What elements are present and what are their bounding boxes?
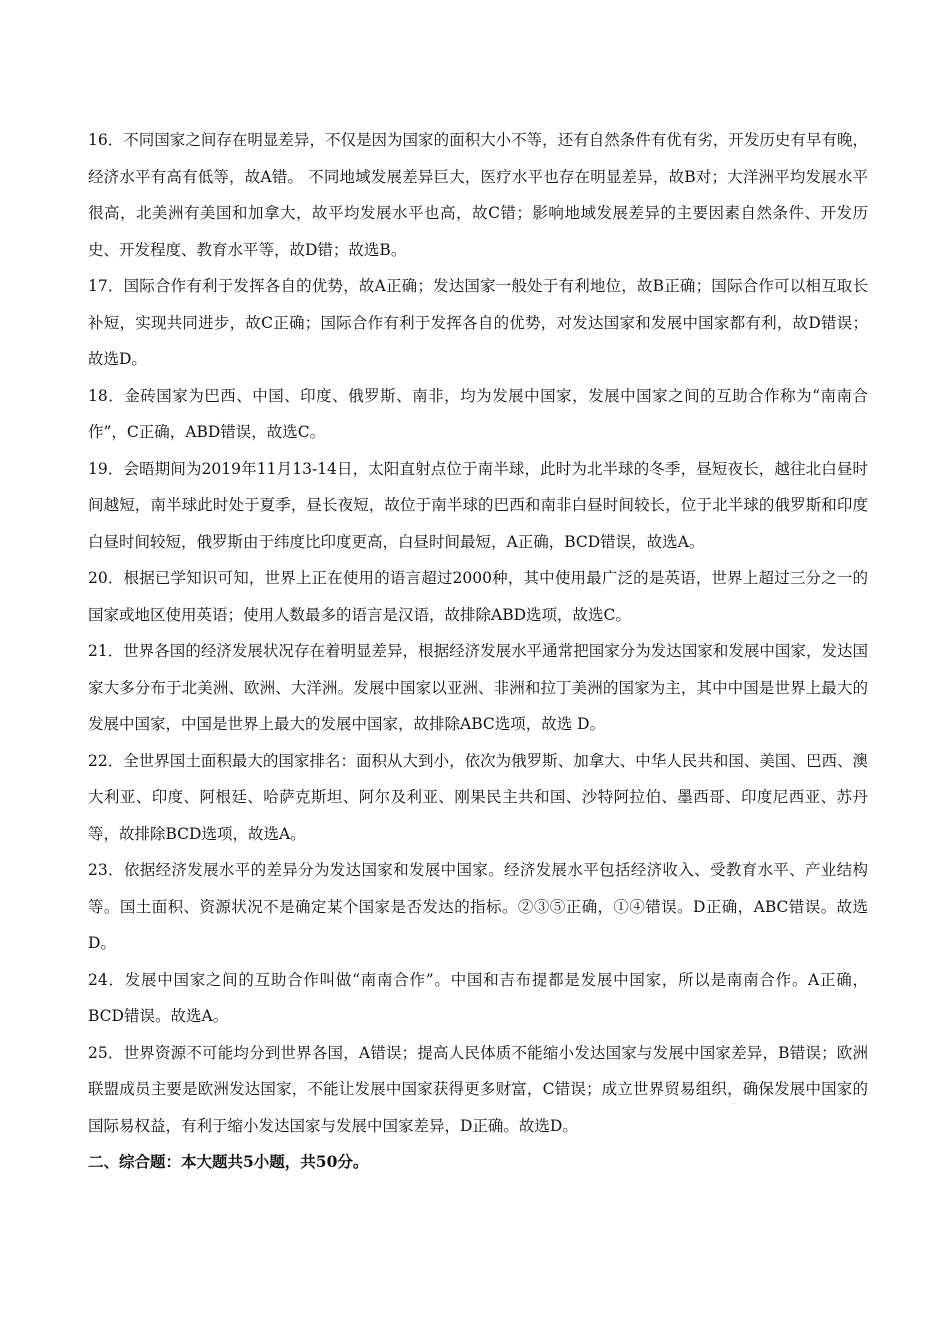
answer-25: 25．世界资源不可能均分到世界各国，A错误；提高人民体质不能缩小发达国家与发展中国家差异，B错误；欧洲联盟成员主要是欧洲发达国家，不能让发展中国家获得更多财富，C错误；成立世界贸易组织，确保发展中国家的国际易权益，有利于缩小发达国家与发展中国家差异，D正确。故选D。	[88, 1043, 868, 1135]
answer-18: 18．金砖国家为巴西、中国、印度、俄罗斯、南非，均为发展中国家，发展中国家之间的互助合作称为“南南合作”，C正确，ABD错误，故选C。	[88, 386, 868, 441]
answer-16: 16．不同国家之间存在明显差异，不仅是因为国家的面积大小不等，还有自然条件有优有劣，开发历史有早有晚，经济水平有高有低等，故A错。 不同地域发展差异巨大，医疗水平也存在明显差异，故B对；大洋洲平均发展水平很高，北美洲有美国和加拿大，故平均发展水平也高，故C错；影响地域发展差异的主要因素自然条件、开发历史、开发程度、教育水平等，故D错；故选B。	[88, 131, 868, 259]
section-heading: 二、综合题：本大题共5小题，共50分。	[88, 1152, 369, 1171]
answer-21: 21．世界各国的经济发展状况存在着明显差异，根据经济发展水平通常把国家分为发达国家和发展中国家，发达国家大多分布于北美洲、欧洲、大洋洲。发展中国家以亚洲、非洲和拉丁美洲的国家为主，其中中国是世界上最大的发展中国家，中国是世界上最大的发展中国家，故排除ABC选项，故选 D。	[88, 642, 868, 733]
answer-24: 24．发展中国家之间的互助合作叫做“南南合作”。中国和吉布提都是发展中国家，所以是南南合作。A正确，BCD错误。故选A。	[88, 970, 868, 1025]
answer-document	[88, 122, 868, 1181]
answer-20: 20．根据已学知识可知，世界上正在使用的语言超过2000种，其中使用最广泛的是英语，世界上超过三分之一的国家或地区使用英语；使用人数最多的语言是汉语，故排除ABD选项，故选C。	[88, 569, 868, 624]
answer-23: 23．依据经济发展水平的差异分为发达国家和发展中国家。经济发展水平包括经济收入、受教育水平、产业结构等。国土面积、资源状况不是确定某个国家是否发达的指标。②③⑤正确，①④错误。D正确，ABC错误。故选D。	[88, 861, 868, 952]
answer-22: 22．全世界国土面积最大的国家排名：面积从大到小，依次为俄罗斯、加拿大、中华人民共和国、美国、巴西、澳大利亚、印度、阿根廷、哈萨克斯坦、阿尔及利亚、刚果民主共和国、沙特阿拉伯、墨西哥、印度尼西亚、苏丹等，故排除BCD选项，故选A。	[88, 751, 868, 843]
answer-17: 17．国际合作有利于发挥各自的优势，故A正确；发达国家一般处于有利地位，故B正确；国际合作可以相互取长补短，实现共同进步，故C正确；国际合作有利于发挥各自的优势，对发达国家和发展中国家都有利，故D错误；故选D。	[88, 277, 868, 368]
answer-19: 19．会晤期间为2019年11月13-14日，太阳直射点位于南半球，此时为北半球的冬季，昼短夜长，越往北白昼时间越短，南半球此时处于夏季，昼长夜短，故位于南半球的巴西和南非白昼时间较长，位于北半球的俄罗斯和印度白昼时间较短，俄罗斯由于纬度比印度更高，白昼时间最短，A正确，BCD错误，故选A。	[88, 459, 868, 551]
